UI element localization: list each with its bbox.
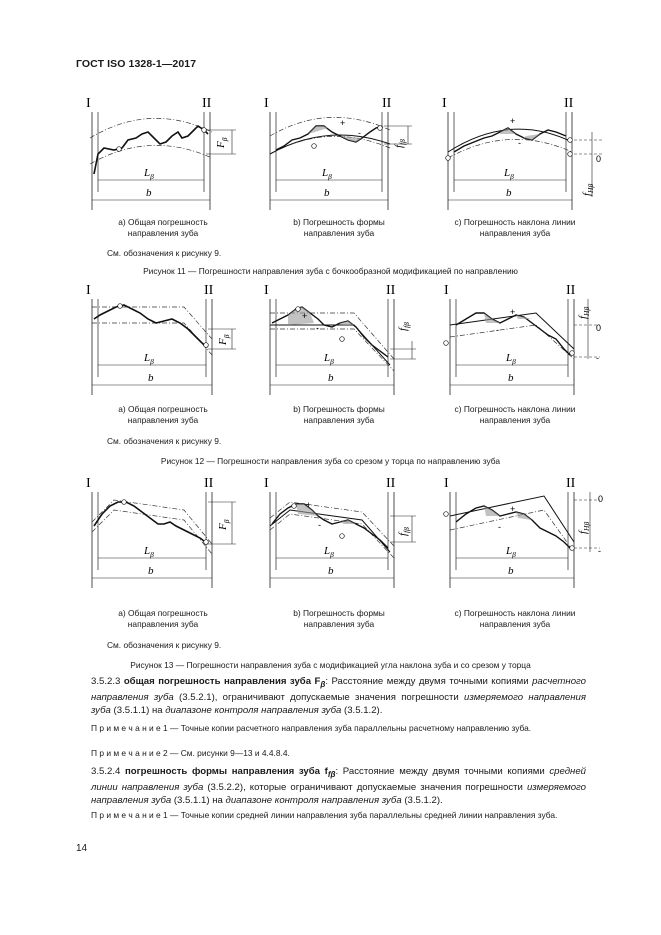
figure-13-title: Рисунок 13 — Погрешности направления зуба с модификацией угла наклона зуба и со срезом у торца (130, 660, 531, 670)
svg-text:I: I (444, 283, 449, 298)
see-also-12: См. обозначения к рисунку 9. (107, 436, 222, 446)
caption-11b: b) Погрешность формы направления зуба (293, 217, 385, 238)
caption-12c: c) Погрешность наклона линии направления зуба (454, 404, 576, 425)
page-number: 14 (76, 843, 88, 854)
svg-text:-: - (318, 520, 321, 530)
see-also-11: См. обозначения к рисунку 9. (107, 248, 222, 258)
svg-text:II: II (566, 476, 576, 491)
section-3-5-2-4: 3.5.2.4 погрешность формы направления зуба $f_{f\beta}$: Расстояние между двумя точными копиями средней линии направления зуба (3.5.2.2), которые ограничивают допускаемые значения погрешности измеряемого направления зуба (3.5.1.1) на диапазоне контроля направления зуба (3.5.1.2). (91, 766, 586, 807)
figure-13b (262, 472, 422, 590)
diagram-11c (440, 92, 610, 212)
svg-text:0: 0 (598, 494, 604, 504)
svg-text:fHβ: $f_{H\beta}$ (577, 521, 591, 534)
figure-13c (440, 472, 610, 590)
length-label: $L_\beta$ (144, 167, 154, 181)
svg-text:-: - (598, 546, 601, 556)
svg-text:II: II (566, 283, 576, 298)
svg-text:II: II (564, 96, 574, 111)
note-1-3524: П р и м е ч а н и е 1 — Точные копии средней линии направления зуба параллельны средней линии направления зуба. (91, 810, 558, 820)
svg-text:fHβ: $f_{H\beta}$ (577, 306, 591, 319)
svg-text:Lβ: $L_\beta$ (144, 352, 154, 366)
svg-text:Lβ: $L_\beta$ (324, 352, 334, 366)
svg-text:b: b (328, 565, 334, 577)
svg-text:I: I (264, 283, 269, 298)
svg-text:I: I (442, 96, 447, 111)
svg-text:ffβ: $f_{f\beta}$ (393, 139, 407, 148)
end-II-label: II (202, 96, 212, 111)
caption-11c: c) Погрешность наклона линии направления зуба (454, 217, 576, 238)
svg-text:I: I (264, 476, 269, 491)
figure-11b (262, 92, 422, 212)
caption-12b: b) Погрешность формы направления зуба (293, 404, 385, 425)
svg-text:Lβ: $L_\beta$ (322, 167, 332, 181)
figure-11a (84, 92, 244, 212)
svg-text:ffβ: $f_{f\beta}$ (397, 322, 411, 331)
caption-13c: c) Погрешность наклона линии направления зуба (454, 608, 576, 629)
caption-12a: a) Общая погрешность направления зуба (118, 404, 208, 425)
total-error-label: $F_\beta$ (215, 137, 229, 148)
end-I-label: I (86, 96, 91, 111)
diagram-12c (440, 279, 610, 397)
svg-text:+: + (510, 307, 516, 317)
figure-12c (440, 279, 610, 397)
svg-text:-: - (358, 128, 361, 138)
svg-text:+: + (510, 116, 516, 126)
svg-text:II: II (386, 476, 396, 491)
end-II-label: II (382, 96, 392, 111)
diagram-11a (84, 92, 244, 212)
see-also-13: См. обозначения к рисунку 9. (107, 640, 222, 650)
svg-text:fHβ: $f_{H\beta}$ (581, 183, 595, 196)
figure-11c (440, 92, 610, 212)
diagram-12b (262, 279, 422, 397)
svg-text:Lβ: $L_\beta$ (506, 545, 516, 559)
svg-text:-: - (316, 323, 319, 333)
svg-text:+: + (340, 118, 346, 128)
figure-12-title: Рисунок 12 — Погрешности направления зуба со срезом у торца по направлению зуба (160, 456, 501, 466)
svg-text:-: - (496, 325, 499, 335)
svg-text:+: + (510, 504, 516, 514)
diagram-13c (440, 472, 610, 590)
note-1-3523: П р и м е ч а н и е 1 — Точные копии расчетного направления зуба параллельны расчетному направлению зуба. (91, 723, 532, 733)
end-I-label: I (264, 96, 269, 111)
svg-text:b: b (328, 372, 334, 384)
width-label: b (146, 187, 152, 199)
svg-text:Fβ: $F_\beta$ (217, 519, 231, 530)
document-header: ГОСТ ISO 1328-1—2017 (76, 58, 197, 70)
svg-text:b: b (506, 187, 512, 199)
svg-text:Lβ: $L_\beta$ (506, 352, 516, 366)
caption-13a: a) Общая погрешность направления зуба (118, 608, 208, 629)
svg-text:b: b (508, 372, 514, 384)
svg-text:b: b (324, 187, 330, 199)
figure-12a (84, 279, 244, 397)
figure-13a (84, 472, 244, 590)
svg-text:+: + (306, 500, 312, 510)
svg-text:II: II (204, 283, 214, 298)
svg-text:Fβ: $F_\beta$ (217, 334, 231, 345)
caption-13b: b) Погрешность формы направления зуба (293, 608, 385, 629)
svg-text:ffβ: $f_{f\beta}$ (397, 527, 411, 536)
diagram-12a (84, 279, 244, 397)
caption-11a: a) Общая погрешность направления зуба (118, 217, 208, 238)
svg-text:+: + (302, 311, 308, 321)
svg-text:Lβ: $L_\beta$ (144, 545, 154, 559)
diagram-13b (262, 472, 422, 590)
svg-text:II: II (386, 283, 396, 298)
svg-text:I: I (86, 283, 91, 298)
svg-text:0: 0 (596, 154, 602, 164)
svg-text:0: 0 (596, 323, 602, 333)
section-3-5-2-3: 3.5.2.3 общая погрешность направления зуба $F_\beta$: Расстояние между двумя точными копиями расчетного направления зуба (3.5.2.1), ограничивают допускаемые значения погрешности измеряемого направления зуба (3.5.1.1) на диапазоне контроля направления зуба (3.5.1.2). (91, 676, 586, 717)
svg-text:-: - (498, 522, 501, 532)
svg-text:I: I (86, 476, 91, 491)
diagram-13a (84, 472, 244, 590)
svg-text:Lβ: $L_\beta$ (324, 545, 334, 559)
svg-text:-: - (518, 138, 521, 148)
figure-11-title: Рисунок 11 — Погрешности направления зуба с бочкообразной модификацией по направлению (143, 266, 518, 276)
svg-text:b: b (508, 565, 514, 577)
svg-text:b: b (148, 565, 154, 577)
svg-text:-: - (596, 353, 599, 363)
diagram-11b (262, 92, 422, 212)
svg-text:Lβ: $L_\beta$ (504, 167, 514, 181)
figure-12b (262, 279, 422, 397)
note-2-3523: П р и м е ч а н и е 2 — См. рисунки 9—13 и 4.4.8.4. (91, 748, 290, 758)
svg-text:I: I (444, 476, 449, 491)
svg-text:b: b (148, 372, 154, 384)
svg-text:II: II (204, 476, 214, 491)
